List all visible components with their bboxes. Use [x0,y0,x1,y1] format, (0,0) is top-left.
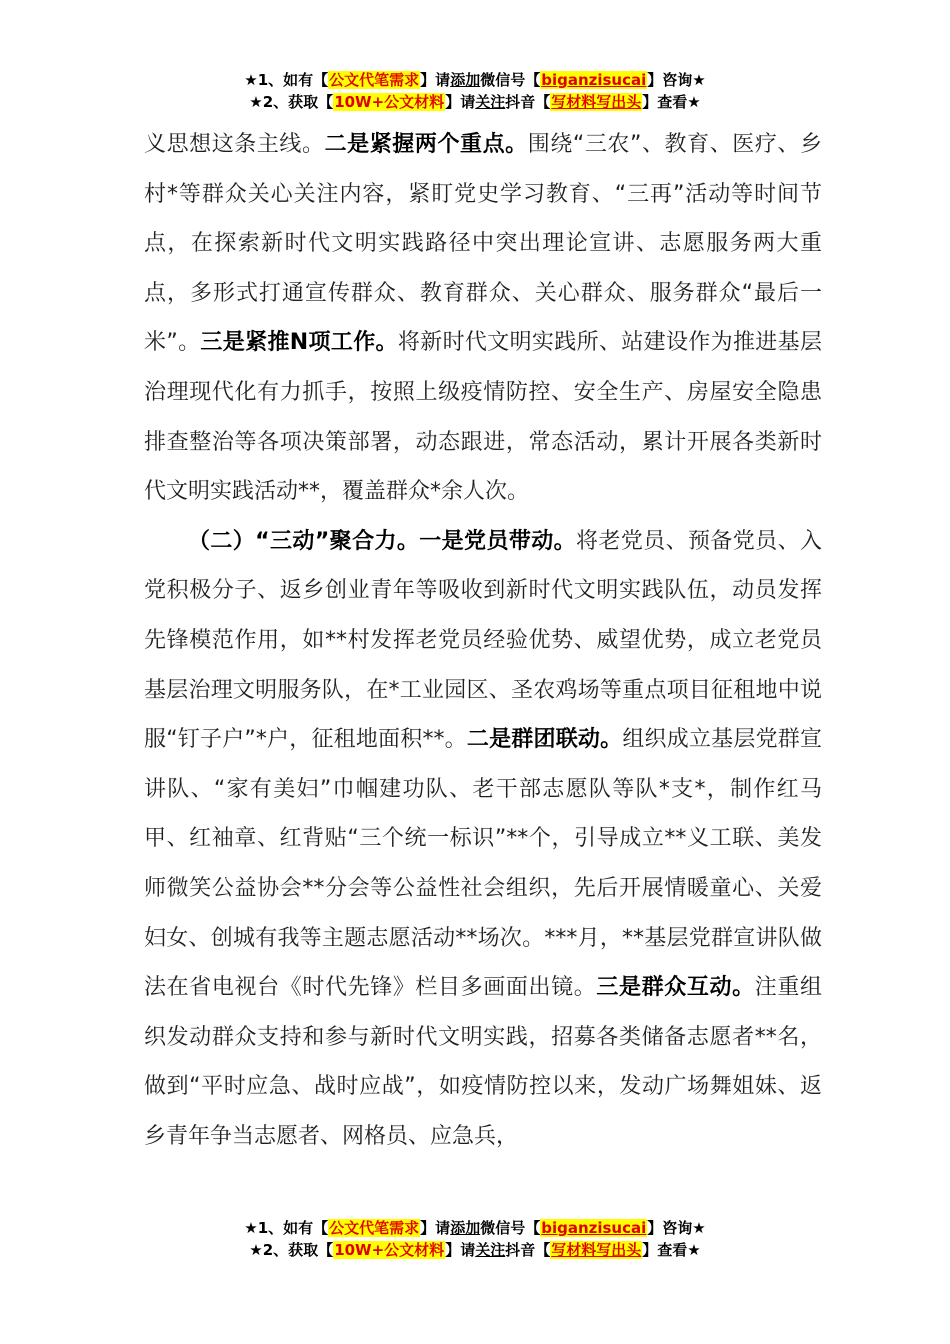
banner-douyin-id: 写材料写出头 [551,1241,642,1259]
document-body [144,120,822,1161]
paragraph-2: （二）“三动”聚合力。一是党员带动。将老党员、预备党员、入党积极分子、返乡创业青年等吸收到新时代文明实践队伍，动员发挥先锋模范作用，如**村发挥老党员经验优势、威望优势，成立老党员基层治理文明服务队，在*工业园区、圣农鸡场等重点项目征租地中说服“钉子户”*户，征租地面积**。二是群团联动。组织成立基层党群宣讲队、“家有美妇”巾帼建功队、老干部志愿队等队*支*，制作红马甲、红袖章、红背贴“三个统一标识”**个，引导成立**义工联、美发师微笑公益协会**分会等公益性社会组织，先后开展情暖童心、关爱妇女、创城有我等主题志愿活动**场次。***月，**基层党群宣讲队做法在省电视台《时代先锋》栏目多画面出镜。三是群众互动。注重组织发动群众支持和参与新时代文明实践，招募各类储备志愿者**名，做到“平时应急、战时应战”，如疫情防控以来，发动广场舞姐妹、返乡青年争当志愿者、网格员、应急兵， [144,528,822,1149]
bold-heading: 三是群众互动。 [596,975,755,1001]
paragraph-1: 义思想这条主线。二是紧握两个重点。围绕“三农”、教育、医疗、乡村*等群众关心关注内容，紧盯党史学习教育、“三再”活动等时间节点，在探索新时代文明实践路径中突出理论宣讲、志愿服务两大重点，多形式打通宣传群众、教育群众、关心群众、服务群众“最后一米”。三是紧推N项工作。将新时代文明实践所、站建设作为推进基层治理现代化有力抓手，按照上级疫情防控、安全生产、房屋安全隐患排查整治等各项决策部署，动态跟进，常态活动，累计开展各类新时代文明实践活动**，覆盖群众*余人次。 [144,132,822,505]
banner-wechat-id: biganzisucai [541,1219,647,1237]
bold-heading: 三是紧推N项工作。 [200,330,398,356]
banner-highlight: 10W+公文材料 [334,93,445,111]
banner-highlight: 公文代笔需求 [329,71,420,89]
banner-highlight: 公文代笔需求 [329,1219,420,1237]
bold-heading: 二是紧握两个重点。 [324,132,528,157]
banner-line-2: ★2、获取【10W+公文材料】请关注抖音【写材料写出头】查看★ [249,93,701,111]
banner-wechat-id: biganzisucai [541,71,647,89]
footer-banner [0,1217,950,1261]
section-heading: （二）“三动”聚合力。一是党员带动。 [188,528,577,554]
banner-line-1: ★1、如有【公文代笔需求】请添加微信号【biganzisucai】咨询★ [244,1219,706,1237]
banner-line-2: ★2、获取【10W+公文材料】请关注抖音【写材料写出头】查看★ [249,1241,701,1259]
banner-highlight: 10W+公文材料 [334,1241,445,1259]
bold-heading: 二是群团联动。 [466,727,623,753]
banner-douyin-id: 写材料写出头 [551,93,642,111]
banner-line-1: ★1、如有【公文代笔需求】请添加微信号【biganzisucai】咨询★ [244,71,706,89]
header-banner [0,69,950,113]
